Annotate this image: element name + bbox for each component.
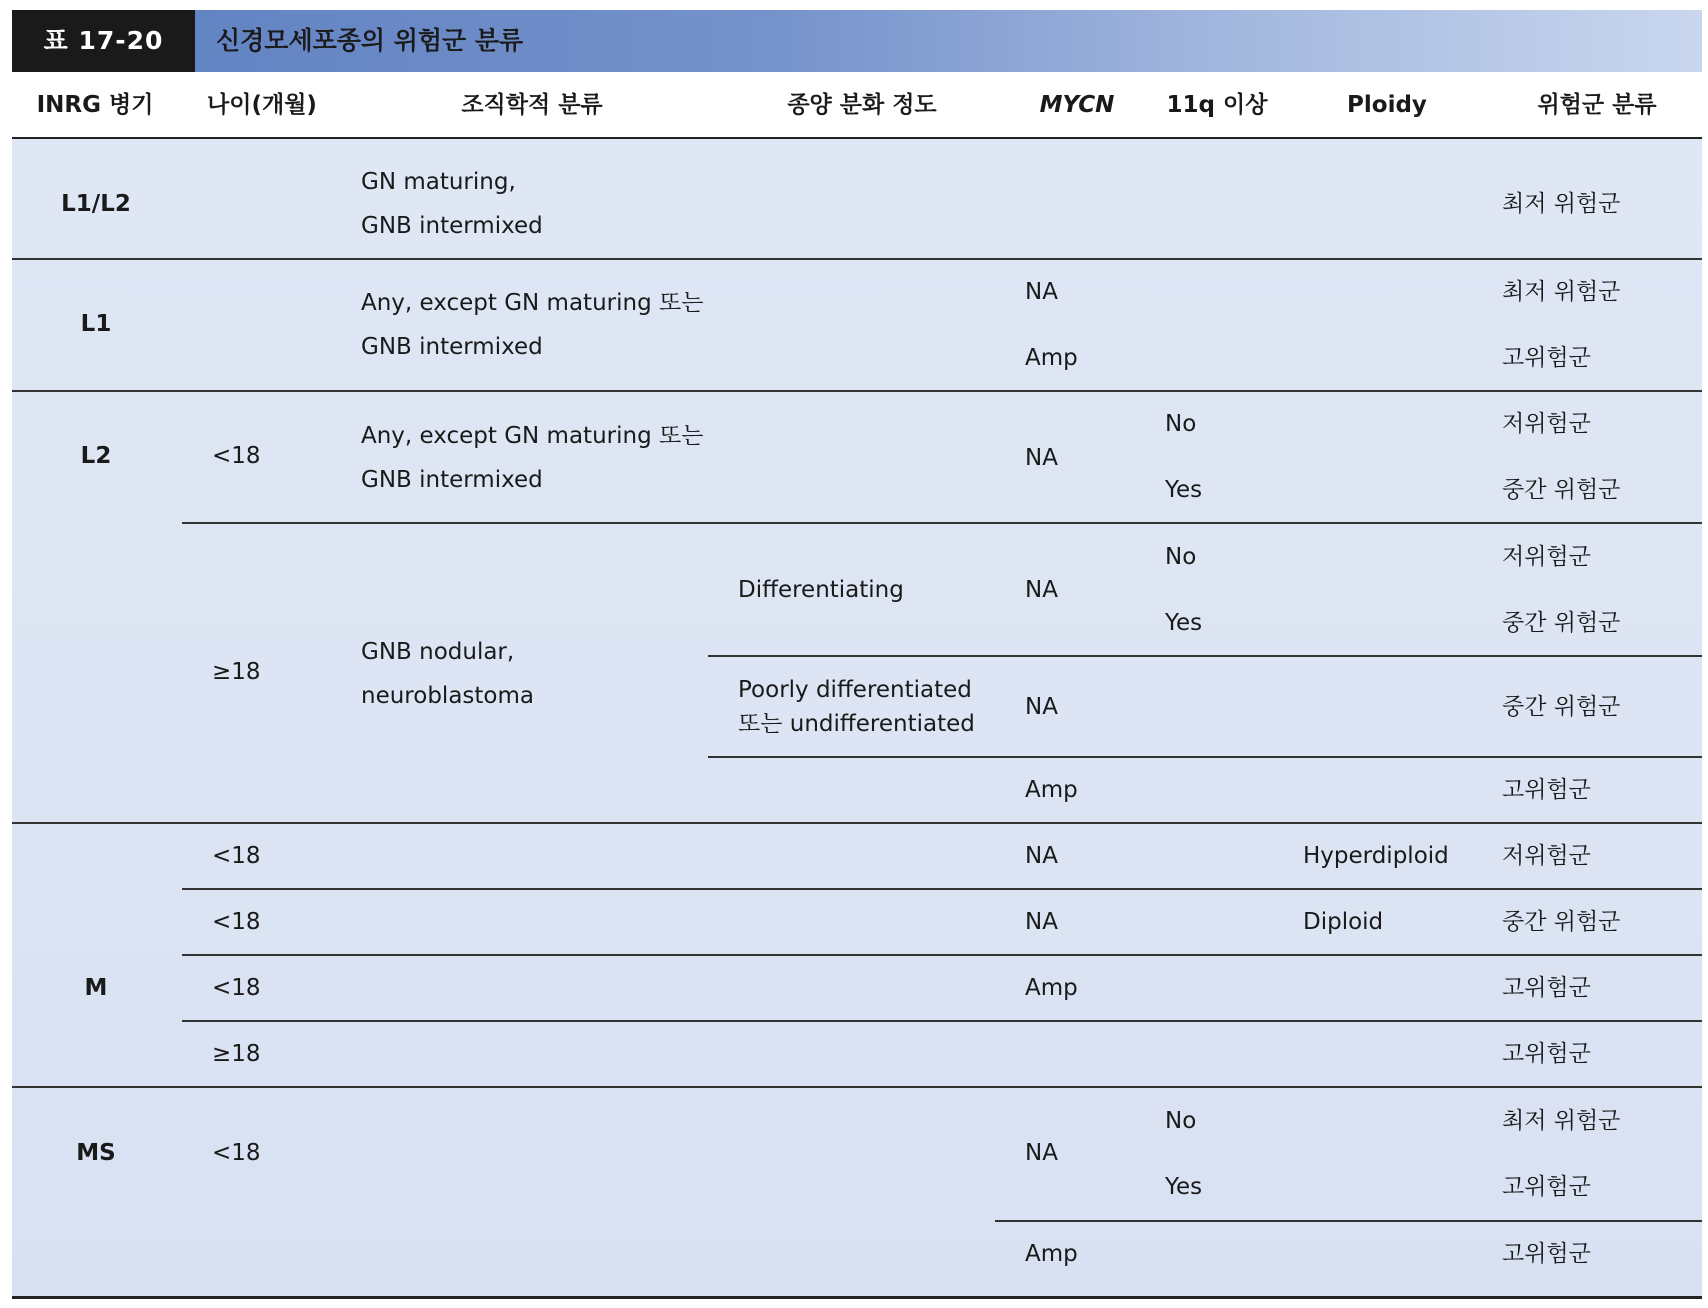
header-ploidy: Ploidy [1347, 92, 1427, 118]
age-cell: <18 [212, 1140, 261, 1166]
histology-line: GNB intermixed [361, 334, 543, 360]
histology-line: Any, except GN maturing 또는 [361, 423, 704, 449]
row-divider [182, 888, 1702, 890]
table-title-bar [12, 10, 1702, 72]
eleven-q-cell: No [1165, 1108, 1197, 1134]
mycn-cell: NA [1025, 577, 1058, 603]
histology-cell [361, 281, 703, 369]
histology-cell [361, 160, 543, 248]
eleven-q-cell: Yes [1165, 477, 1203, 503]
row-divider [182, 1020, 1702, 1022]
risk-cell: 중간 위험군 [1502, 694, 1621, 720]
header-mycn: MYCN [1039, 92, 1115, 118]
row-divider [12, 390, 1702, 392]
histology-line: Any, except GN maturing 또는 [361, 290, 704, 316]
table-number: 표 17-20 [12, 10, 195, 72]
age-cell: ≥18 [212, 659, 261, 685]
header-histology: 조직학적 분류 [461, 92, 603, 118]
header-age: 나이(개월) [207, 92, 317, 118]
stage-m: M [84, 975, 108, 1001]
risk-cell: 최저 위험군 [1502, 191, 1621, 217]
risk-cell: 고위험군 [1502, 777, 1591, 803]
mycn-cell: NA [1025, 909, 1058, 935]
header-risk: 위험군 분류 [1537, 92, 1657, 118]
risk-cell: 고위험군 [1502, 1174, 1591, 1200]
histology-line: neuroblastoma [361, 683, 534, 709]
age-cell: <18 [212, 843, 261, 869]
mycn-cell: NA [1025, 1140, 1058, 1166]
mycn-cell: Amp [1025, 777, 1078, 803]
histology-line: GNB nodular, [361, 639, 515, 665]
risk-cell: 고위험군 [1502, 1241, 1591, 1267]
risk-cell: 중간 위험군 [1502, 477, 1621, 503]
age-cell: ≥18 [212, 1041, 261, 1067]
risk-cell: 최저 위험군 [1502, 279, 1621, 305]
risk-cell: 저위험군 [1502, 843, 1591, 869]
row-divider [182, 522, 1702, 524]
risk-cell: 저위험군 [1502, 544, 1591, 570]
header-differentiation: 종양 분화 정도 [787, 92, 937, 118]
row-divider [708, 756, 1702, 758]
risk-cell: 고위험군 [1502, 345, 1591, 371]
age-cell: <18 [212, 443, 261, 469]
risk-cell: 중간 위험군 [1502, 909, 1621, 935]
histology-line: GNB intermixed [361, 467, 543, 493]
row-divider [182, 954, 1702, 956]
mycn-cell: NA [1025, 694, 1058, 720]
histology-line: GNB intermixed [361, 213, 543, 239]
mycn-cell: Amp [1025, 345, 1078, 371]
age-cell: <18 [212, 909, 261, 935]
mycn-cell: NA [1025, 279, 1058, 305]
risk-cell: 중간 위험군 [1502, 610, 1621, 636]
mycn-cell: Amp [1025, 975, 1078, 1001]
table-title: 신경모세포종의 위험군 분류 [216, 26, 524, 55]
stage-l2: L2 [80, 443, 112, 469]
row-divider [12, 822, 1702, 824]
risk-cell: 고위험군 [1502, 1041, 1591, 1067]
eleven-q-cell: Yes [1165, 1174, 1203, 1200]
histology-cell [361, 630, 534, 718]
row-divider [12, 1086, 1702, 1088]
differentiation-cell: Differentiating [738, 577, 904, 603]
stage-l1l2: L1/L2 [61, 191, 131, 217]
eleven-q-cell: Yes [1165, 610, 1203, 636]
risk-cell: 최저 위험군 [1502, 1108, 1621, 1134]
header-stage: INRG 병기 [36, 92, 154, 118]
mycn-cell: NA [1025, 843, 1058, 869]
differentiation-cell [738, 673, 975, 741]
differentiation-line: Poorly differentiated [738, 677, 972, 703]
eleven-q-cell: No [1165, 411, 1197, 437]
stage-l1: L1 [80, 311, 112, 337]
row-divider [995, 1220, 1702, 1222]
row-divider [708, 655, 1702, 657]
ploidy-cell: Hyperdiploid [1303, 843, 1449, 869]
stage-ms: MS [76, 1140, 116, 1166]
table-header-row [12, 72, 1702, 138]
differentiation-line: 또는 undifferentiated [738, 711, 975, 737]
mycn-cell: NA [1025, 445, 1058, 471]
mycn-cell: Amp [1025, 1241, 1078, 1267]
histology-line: GN maturing, [361, 169, 516, 195]
ploidy-cell: Diploid [1303, 909, 1384, 935]
histology-cell [361, 414, 703, 502]
table-bottom-rule [12, 1296, 1702, 1299]
age-cell: <18 [212, 975, 261, 1001]
row-divider [12, 258, 1702, 260]
risk-cell: 고위험군 [1502, 975, 1591, 1001]
eleven-q-cell: No [1165, 544, 1197, 570]
header-11q: 11q 이상 [1166, 92, 1268, 118]
risk-cell: 저위험군 [1502, 411, 1591, 437]
